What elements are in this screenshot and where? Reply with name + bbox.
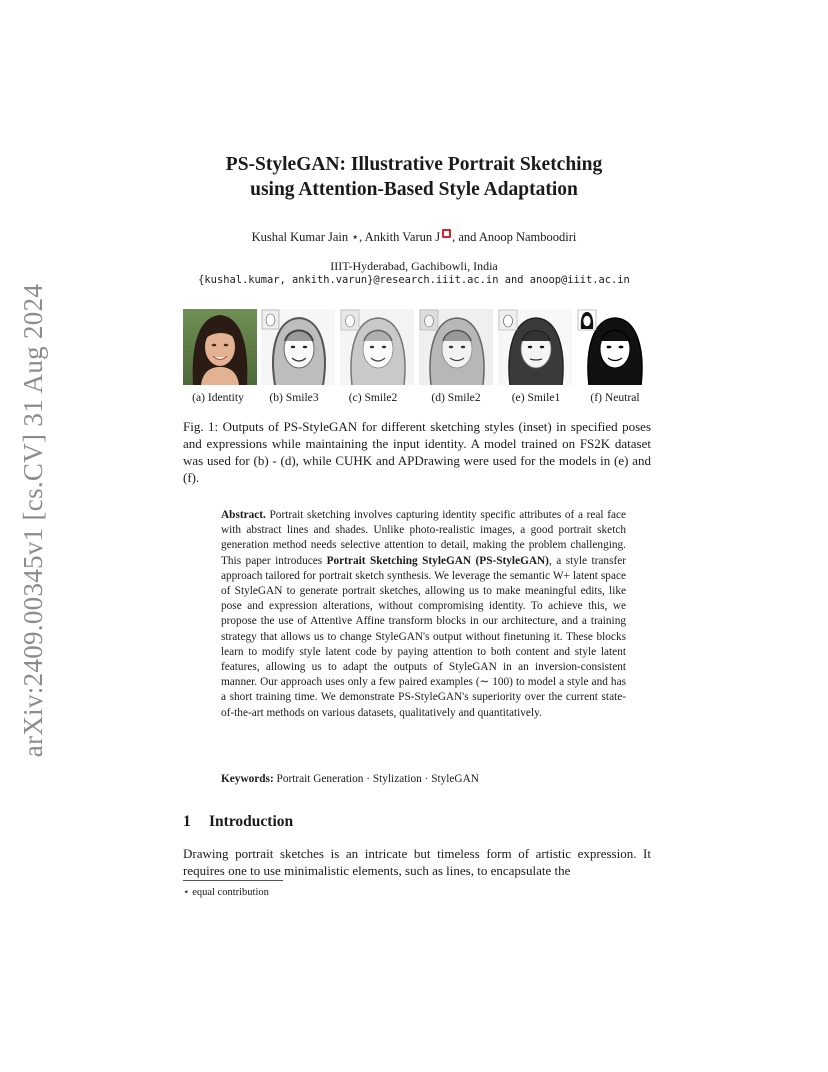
abstract: Abstract. Portrait sketching involves capturing identity specific attributes of a real face with abstract lines and shades. Unlike photo-realistic images, a good portrait sketch generation method needs selective attention to detail, making the problem challenging. This paper introduces Portrait Sketching StyleGAN (PS-StyleGAN), a style transfer approach tailored for portrait sketch synthesis. We leverage the semantic W+ latent space of StyleGAN to generate portrait sketches, allowing us to make meaningful edits, like pose and expression alterations, without compromising identity. To achieve this, we propose the use of Attentive Affine transform blocks in our architecture, and a training strategy that allows us to change StyleGAN's output without finetuning it. These blocks learn to modify style latent code by paying attention to both content and style latent features, allowing us to adapt the outputs of StyleGAN in an inversion-consistent manner. Our approach uses only a few paired examples (∼ 100) to model a style and has a short training time. We demonstrate PS-StyleGAN's superiority over the current state-of-the-art methods on various datasets, qualitatively and quantitatively. <box>221 509 626 719</box>
section-heading: 1 Introduction <box>183 813 294 830</box>
sketch-smile2-b <box>419 309 493 385</box>
paper-title: PS-StyleGAN: Illustrative Portrait Sketching using Attention-Based Style Adaptation <box>225 154 603 200</box>
keywords: Keywords: Portrait Generation · Stylization · StyleGAN <box>221 773 479 785</box>
abstract-label: Abstract. <box>221 509 266 521</box>
sketch-smile1 <box>498 309 572 385</box>
figure-label-f: (f) Neutral <box>590 391 640 404</box>
figure-label-e: (e) Smile1 <box>511 391 561 404</box>
orcid-icon[interactable] <box>442 229 451 238</box>
sketch-neutral <box>577 309 651 385</box>
figure-label-d: (d) Smile2 <box>431 391 481 404</box>
intro-paragraph: Drawing portrait sketches is an intricate but timeless form of artistic expression. It requires one to use minimalistic elements, such as lines, to encapsulate the <box>183 846 651 878</box>
sketch-smile2-a <box>340 309 414 385</box>
figure-label-c: (c) Smile2 <box>348 391 398 404</box>
figure-label-b: (b) Smile3 <box>269 391 319 404</box>
identity-photo <box>183 309 257 385</box>
figure-caption: Fig. 1: Outputs of PS-StyleGAN for different sketching styles (inset) in specified poses and expressions while maintaining the input identity. A model trained on FS2K dataset was used for (b) - (d), while CUHK and APDrawing were used for the models in (e) and (f). <box>183 419 651 485</box>
figure-label-a: (a) Identity <box>192 391 244 404</box>
sketch-smile3 <box>261 309 335 385</box>
arxiv-stamp: arXiv:2409.00345v1 [cs.CV] 31 Aug 2024 <box>18 283 49 757</box>
footnote: ⋆ equal contribution <box>183 887 269 898</box>
authors: Kushal Kumar Jain ⋆, Ankith Varun J , and Anoop Namboodiri <box>251 230 577 244</box>
model-name: Portrait Sketching StyleGAN (PS-StyleGAN) <box>326 554 549 567</box>
affiliation: IIIT-Hyderabad, Gachibowli, India <box>330 259 498 273</box>
footnote-rule <box>183 880 283 881</box>
figure-1-images <box>183 309 653 385</box>
author-emails: {kushal.kumar, ankith.varun}@research.iiit.ac.in and anoop@iiit.ac.in <box>198 274 630 286</box>
